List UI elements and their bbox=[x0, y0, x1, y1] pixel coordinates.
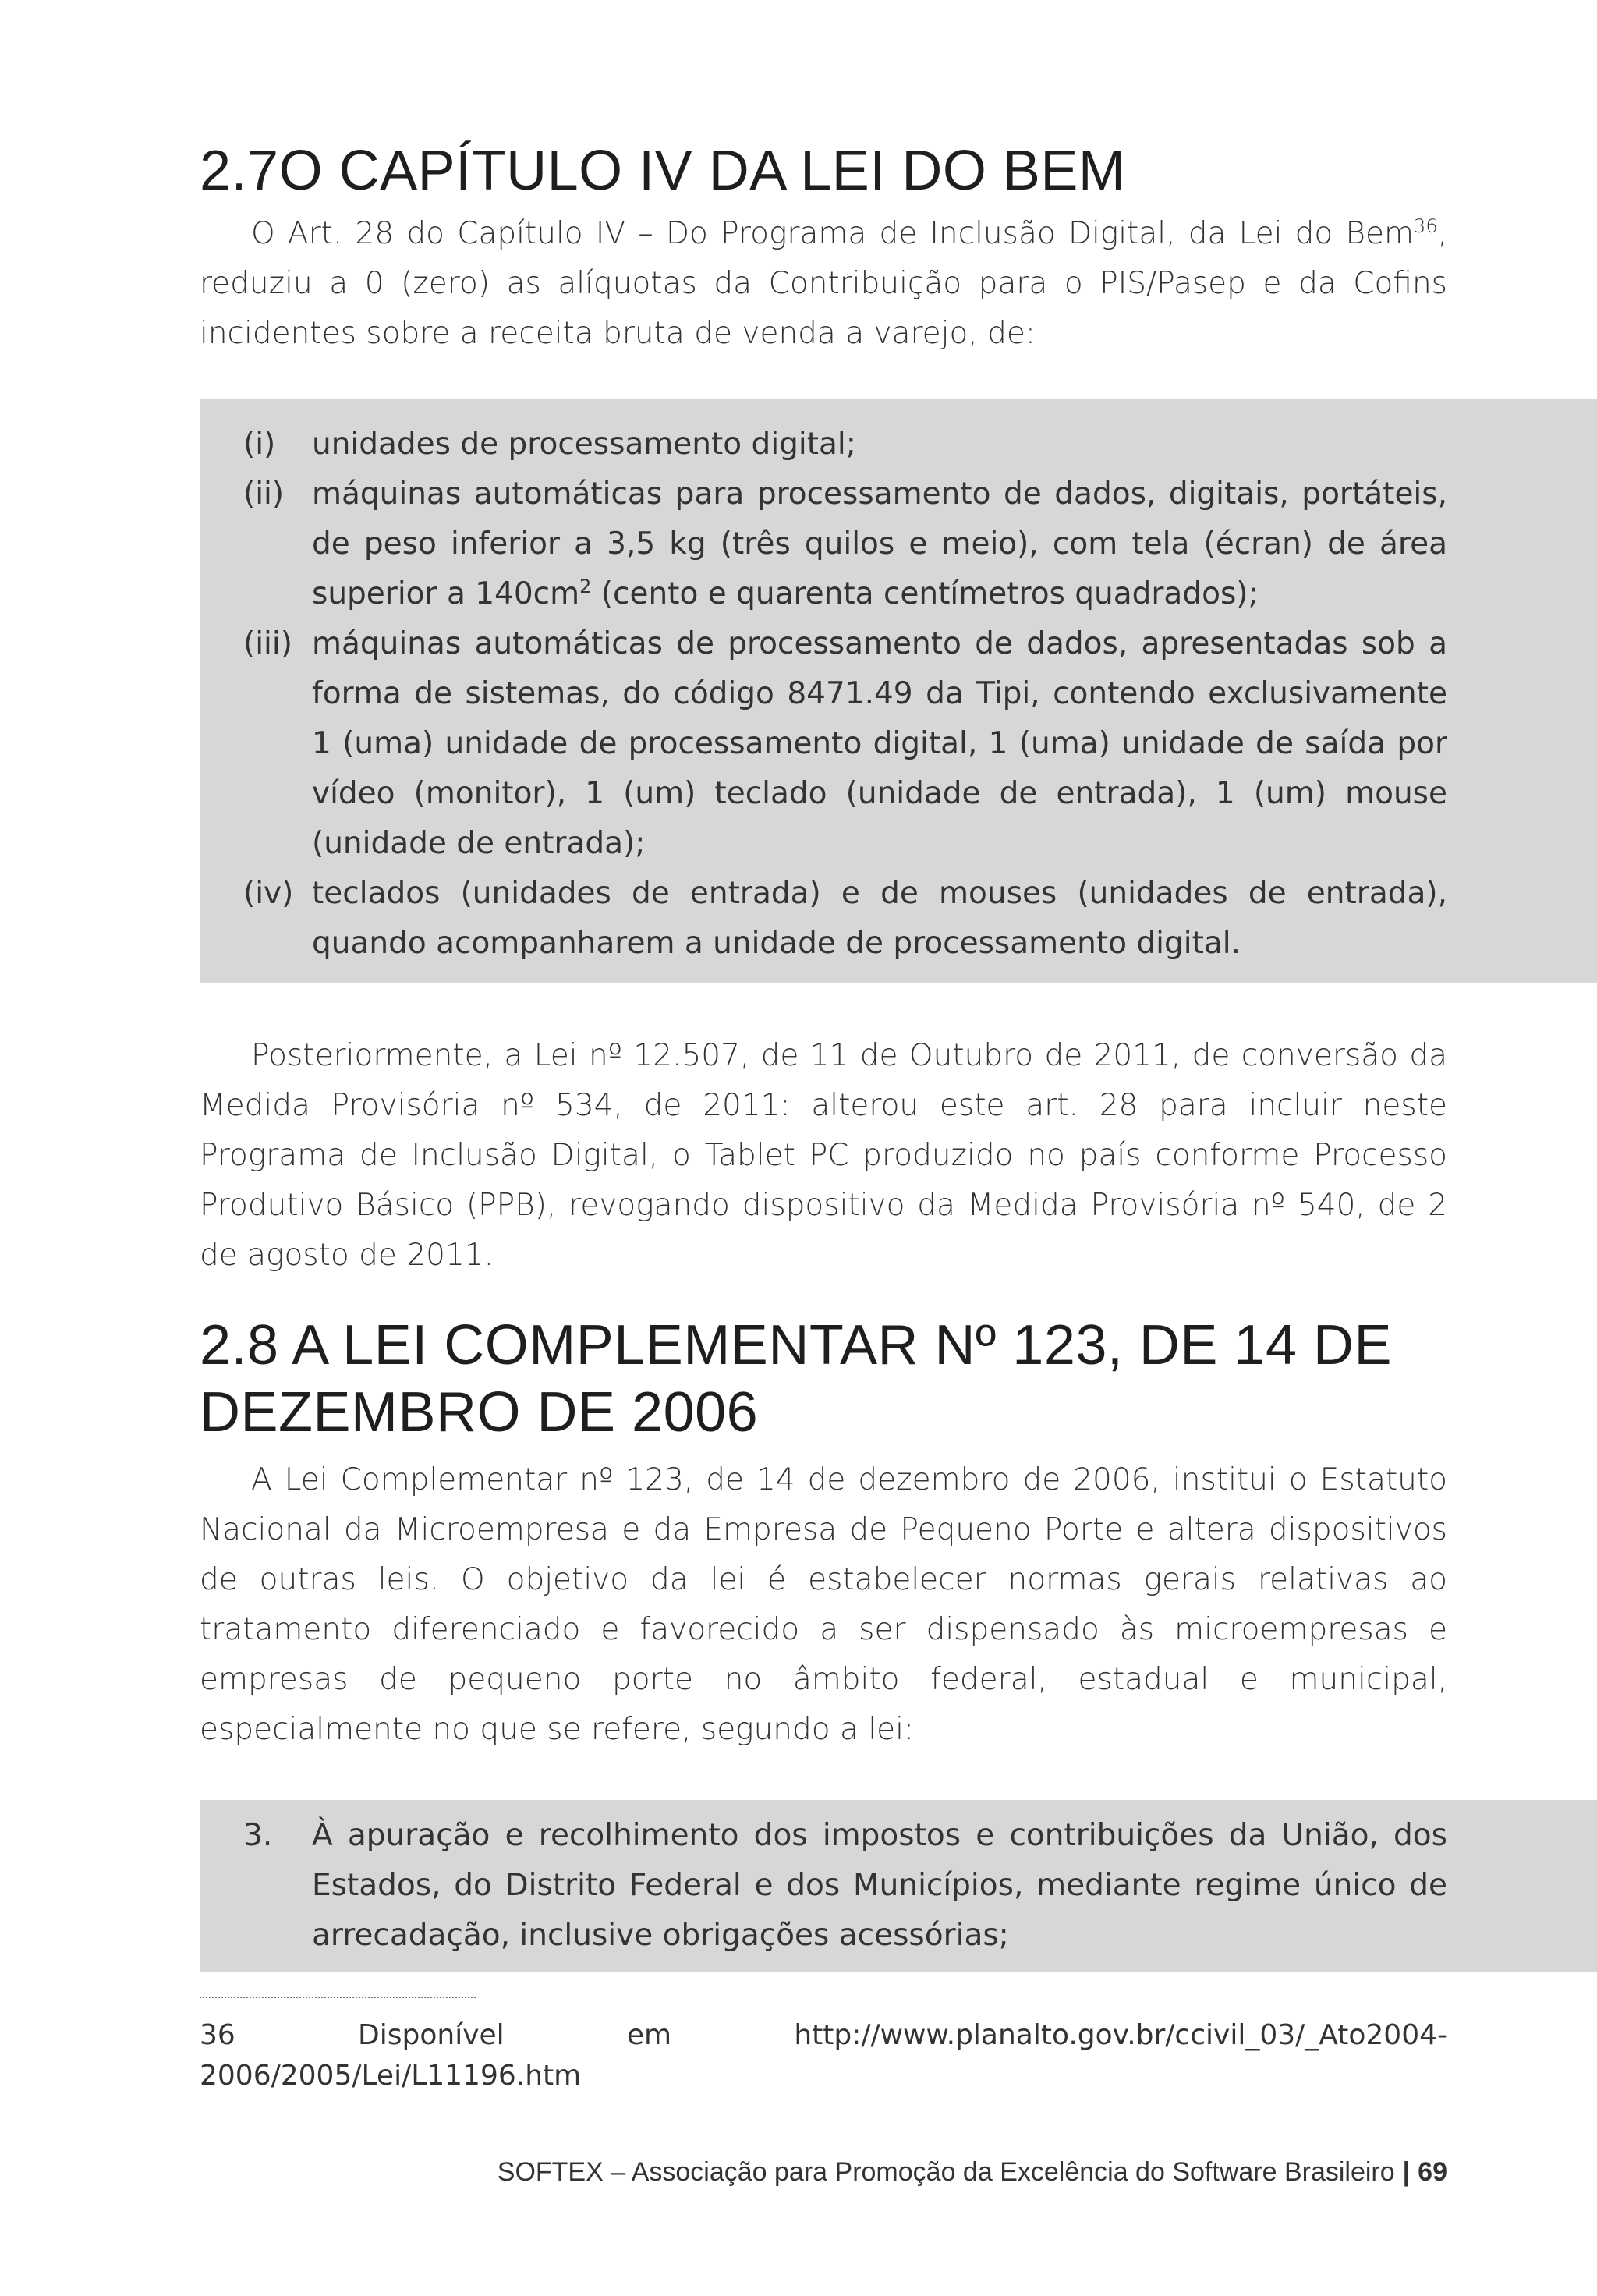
list-marker: (iv) bbox=[243, 876, 294, 911]
quoted-list-box bbox=[200, 1800, 1597, 1972]
item-list bbox=[200, 1800, 1447, 1961]
section-2-7 bbox=[200, 137, 1447, 359]
list-marker: (i) bbox=[243, 427, 276, 462]
list-marker: (ii) bbox=[243, 477, 285, 512]
list-item-text: unidades de processamento digital; bbox=[312, 427, 856, 462]
list-item-text: máquinas automáticas para processamento de dados, digitais, portáteis, de peso inferior a 3,5 kg (três quilos e meio), com tela (écran) de área superior a $140cm^2$ (cento e quarenta centímetros quadrados); bbox=[312, 477, 1447, 611]
section-title: 2.7O CAPÍTULO IV DA LEI DO BEM bbox=[200, 140, 1126, 202]
list-item-text: À apuração e recolhimento dos impostos e contribuições da União, dos Estados, do Distrito Federal e dos Municípios, mediante regime único de arrecadação, inclusive obrigações acessórias; bbox=[312, 1818, 1447, 1953]
publisher-name: SOFTEX – Associação para Promoção da Excelência do Software Brasileiro bbox=[497, 2157, 1395, 2187]
footer-separator: | bbox=[1402, 2157, 1411, 2187]
section-title: 2.8 A LEI COMPLEMENTAR Nº 123, DE 14 DE DEZEMBRO DE 2006 bbox=[200, 1314, 1393, 1444]
page-number: 69 bbox=[1418, 2157, 1447, 2187]
list-item bbox=[200, 619, 1447, 869]
page-footer bbox=[498, 2154, 1447, 2190]
section-2-8 bbox=[200, 1312, 1447, 1755]
footnote-ref[interactable]: 36 bbox=[1414, 215, 1438, 237]
item-list bbox=[200, 399, 1447, 969]
list-item-text: teclados (unidades de entrada) e de mouses (unidades de entrada), quando acompanharem a unidade de processamento digital. bbox=[312, 876, 1447, 961]
section-2-7-followup bbox=[200, 1031, 1447, 1281]
footnote: 36 Disponível em http://www.planalto.gov.br/ccivil_03/_Ato2004-2006/2005/Lei/L11196.htm bbox=[200, 2019, 1447, 2092]
section-intro: O Art. 28 do Capítulo IV – Do Programa de Inclusão Digital, da Lei do Bem$^{36}$, reduziu a 0 (zero) as alíquotas da Contribuição para o PIS/Pasep e da Cofins incidentes sobre a receita bruta de venda a varejo, de: bbox=[200, 215, 1447, 351]
list-item bbox=[200, 1811, 1447, 1961]
list-marker: (iii) bbox=[243, 626, 292, 661]
section-intro: A Lei Complementar nº 123, de 14 de dezembro de 2006, institui o Estatuto Nacional da Microempresa e da Empresa de Pequeno Porte e altera dispositivos de outras leis. O objetivo da lei é estabelecer normas gerais relativas ao tratamento diferenciado e favorecido a ser dispensado às microempresas e empresas de pequeno porte no âmbito federal, estadual e municipal, especialmente no que se refere, segundo a lei: bbox=[200, 1462, 1447, 1747]
list-item bbox=[200, 869, 1447, 969]
footnote-divider bbox=[200, 1997, 476, 1998]
list-marker: 3. bbox=[243, 1818, 273, 1853]
list-item-text: máquinas automáticas de processamento de dados, apresentadas sob a forma de sistemas, do código 8471.49 da Tipi, contendo exclusivamente 1 (uma) unidade de processamento digital, 1 (uma) unidade de saída por vídeo (monitor), 1 (um) teclado (unidade de entrada), 1 (um) mouse (unidade de entrada); bbox=[312, 626, 1447, 861]
quoted-list-box bbox=[200, 399, 1597, 983]
list-item bbox=[200, 420, 1447, 469]
list-item bbox=[200, 469, 1447, 619]
followup-paragraph: Posteriormente, a Lei nº 12.507, de 11 de Outubro de 2011, de conversão da Medida Provisória nº 534, de 2011: alterou este art. 28 para incluir neste Programa de Inclusão Digital, o Tablet PC produzido no país conforme Processo Produtivo Básico (PPB), revogando dispositivo da Medida Provisória nº 540, de 2 de agosto de 2011. bbox=[200, 1038, 1447, 1273]
